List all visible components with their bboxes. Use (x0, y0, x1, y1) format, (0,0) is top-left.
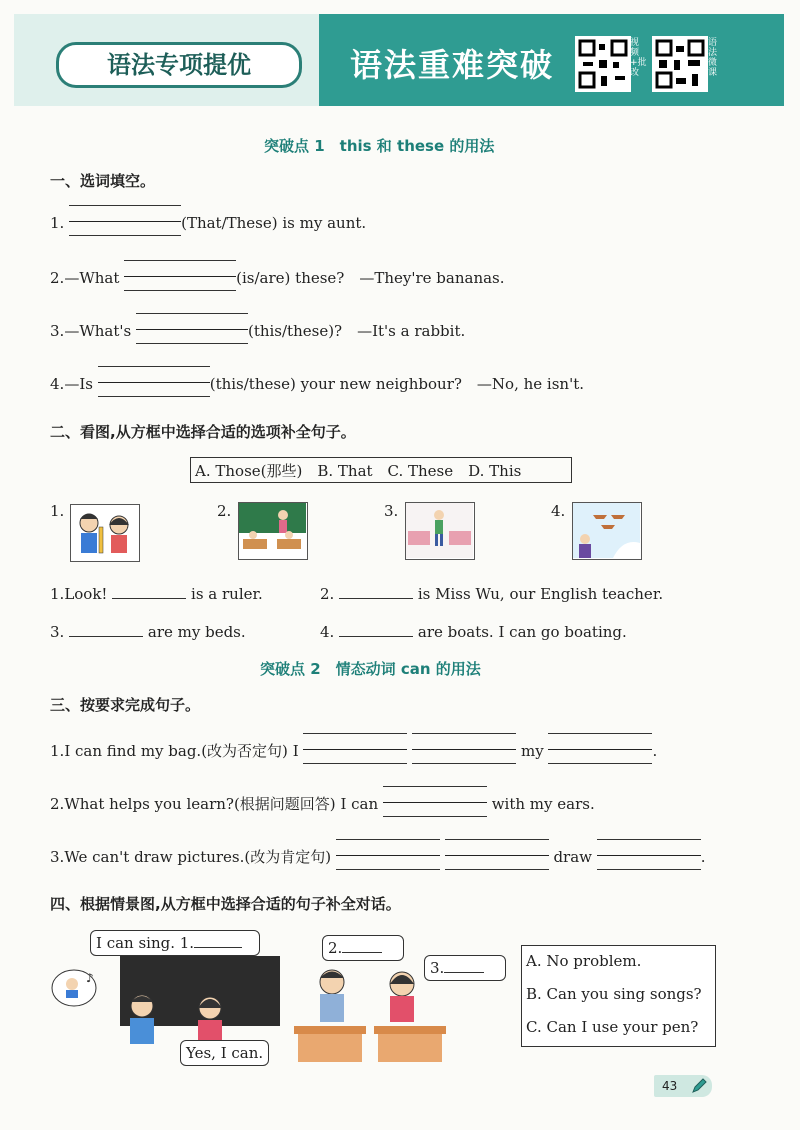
answer-blank[interactable] (339, 620, 413, 637)
answer-blank[interactable] (383, 796, 487, 814)
answer-blank[interactable] (98, 376, 210, 394)
qr-code-icon[interactable] (575, 36, 631, 92)
part2-sentence: 2. is Miss Wu, our English teacher. (320, 582, 663, 603)
part1-heading: 一、选词填空。 (50, 172, 156, 190)
picture-kids-ruler (70, 504, 140, 562)
page-number: 43 (654, 1075, 712, 1097)
header-tag: 语法专项提优 (56, 42, 302, 88)
picture-boats (572, 502, 642, 560)
part2-sentence: 3. are my beds. (50, 620, 246, 641)
pic-number: 4. (551, 502, 566, 520)
part2-heading: 二、看图,从方框中选择合适的选项补全句子。 (50, 423, 356, 441)
option-c: C. Can I use your pen? (526, 1018, 699, 1036)
picture-beds (405, 502, 475, 560)
answer-blank[interactable] (136, 323, 248, 341)
answer-blank[interactable] (412, 743, 516, 761)
part4-heading: 四、根据情景图,从方框中选择合适的句子补全对话。 (50, 895, 401, 913)
part3-item: 1.I can find my bag.(改为否定句) I my . (50, 740, 657, 761)
answer-blank[interactable] (445, 849, 549, 867)
qr2-label: 语法微课 (708, 38, 718, 78)
pencil-icon (690, 1077, 708, 1102)
part1-item: 3.—What's (this/these)? —It's a rabbit. (50, 320, 465, 341)
part1-item: 1. (That/These) is my aunt. (50, 214, 366, 233)
section1-title: 突破点 1 this 和 these 的用法 (264, 137, 495, 155)
answer-blank[interactable] (444, 956, 484, 973)
option-b: B. Can you sing songs? (526, 985, 702, 1003)
qr-code-icon[interactable] (652, 36, 708, 92)
answer-blank[interactable] (112, 582, 186, 599)
pic-number: 1. (50, 502, 65, 520)
svg-text:♪: ♪ (86, 971, 94, 985)
speech-bubble-1: I can sing. 1. (90, 930, 260, 956)
answer-blank[interactable] (597, 849, 701, 867)
qr1-label: 视频+批改 (630, 38, 647, 78)
answer-blank[interactable] (124, 270, 236, 288)
speech-bubble-4: Yes, I can. (180, 1040, 269, 1066)
answer-blank[interactable] (69, 620, 143, 637)
part2-sentence: 1.Look! is a ruler. (50, 582, 263, 603)
speech-bubble-2: 2. (322, 935, 404, 961)
option-a: A. No problem. (526, 952, 642, 970)
answer-blank[interactable] (548, 743, 652, 761)
pic-number: 3. (384, 502, 399, 520)
picture-classroom (238, 502, 308, 560)
answer-blank[interactable] (194, 931, 242, 948)
pic-number: 2. (217, 502, 232, 520)
answer-blank[interactable] (336, 849, 440, 867)
speech-bubble-3: 3. (424, 955, 506, 981)
answer-blank[interactable] (342, 936, 382, 953)
part3-heading: 三、按要求完成句子。 (50, 696, 201, 714)
answer-blank[interactable] (339, 582, 413, 599)
answer-blank[interactable] (303, 743, 407, 761)
part1-item: 4.—Is (this/these) your new neighbour? —No, he isn't. (50, 373, 584, 394)
part3-item: 3.We can't draw pictures.(改为肯定句) draw . (50, 846, 706, 867)
dialogue-options-box (521, 945, 716, 1047)
header-title: 语法重难突破 (350, 46, 555, 84)
options-box: A. Those(那些) B. That C. These D. This (190, 457, 572, 483)
part1-item: 2.—What (is/are) these? —They're bananas. (50, 267, 505, 288)
section2-title: 突破点 2 情态动词 can 的用法 (260, 660, 481, 678)
part2-sentence: 4. are boats. I can go boating. (320, 620, 627, 641)
answer-blank[interactable] (69, 215, 181, 233)
part3-item: 2.What helps you learn?(根据问题回答) I can with my ears. (50, 793, 595, 814)
